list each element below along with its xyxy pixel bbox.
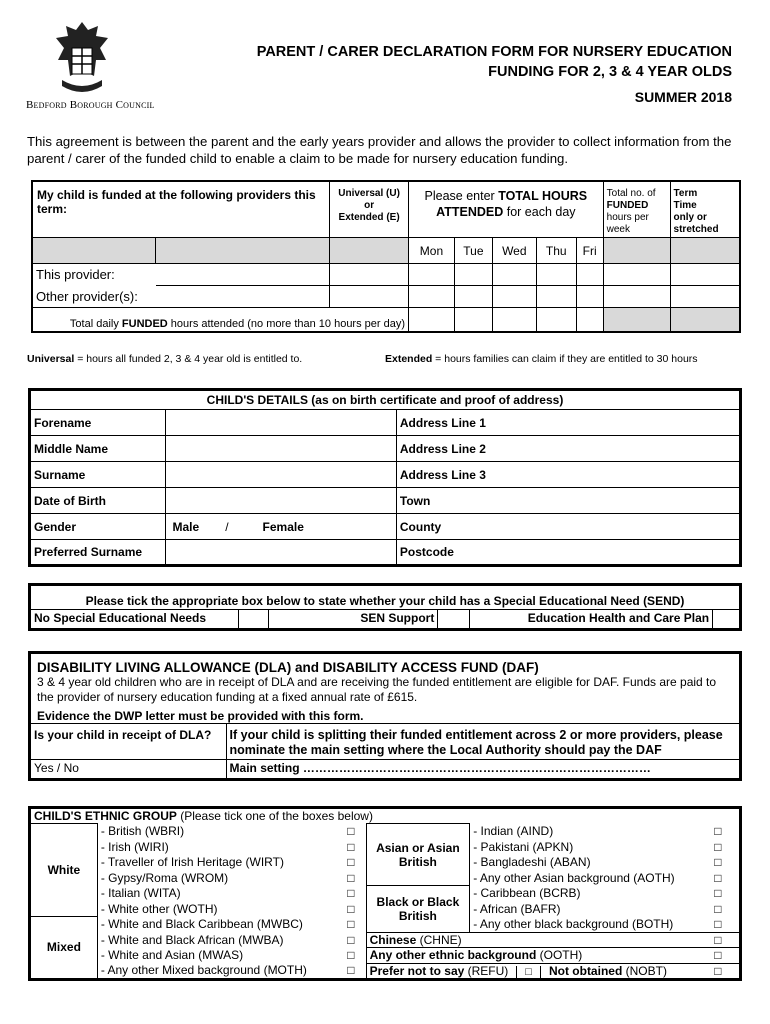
send-table [28,583,742,631]
ethnic-option-label: - Irish (WIRI) [97,839,336,855]
postcode-label: Postcode [396,540,496,566]
preferred-surname-input[interactable] [165,540,396,566]
no-sen-checkbox[interactable] [239,610,269,630]
ethnic-heading: CHILD'S ETHNIC GROUP (Please tick one of the boxes below) [30,808,741,824]
ehcp-label: Education Health and Care Plan [470,610,713,630]
day-fri: Fri [576,238,603,264]
dla-yes-no[interactable]: Yes / No [30,760,227,780]
middle-name-input[interactable] [165,436,396,462]
ethnic-checkbox[interactable]: □ [697,963,741,979]
ethnic-group-table: CHILD'S ETHNIC GROUP (Please tick one of the boxes below) White - British (WBRI) □ - Indian (AIND) □ - Irish (WIRI) □ Asian or Asian British - Pakistani (APKN) □ - Traveller of Irish Heritage (WIRT) □ - Bangladeshi (ABAN) □ - Gypsy/Roma (WROM) □ - Any other Asian background (AOTH) □ - Italian (WITA) □ Black or Black British - Caribbean (BCRB) □ - White other (WOTH) □ - African (BAFR) □ Mixed - White and Black Caribbean (MWBC) □ - Any other black background (BOTH) □ - White and Black African (MWBA) □ Chinese (CHNE) □ - White and Asian (MWAS) □ Any other ethnic background (OOTH) □ - Any other Mixed background (MOTH) □ Prefer not to say (REFU) □ Not obtained (NOBT) □ [28,806,742,981]
other-providers-label: Other provider(s): [32,286,156,308]
black-group-label: Black or Black British [366,886,470,933]
prefer-not-label: Prefer not to say [369,963,465,978]
ethnic-checkbox[interactable]: □ [336,855,366,871]
ethnic-option-label: - Any other Asian background (AOTH) [470,870,697,886]
ethnic-option-label: - Any other Mixed background (MOTH) [97,963,336,979]
ethnic-option-label: - Any other black background (BOTH) [470,917,697,933]
ethnic-option-label: - Italian (WITA) [97,886,336,902]
ethnic-checkbox[interactable]: □ [697,917,741,933]
main-setting-field[interactable]: Main setting …………………………………………………………………………… [226,760,740,780]
middle-name-label: Middle Name [30,436,166,462]
sen-support-checkbox[interactable] [438,610,470,630]
gender-options[interactable]: Male / Female [165,514,396,540]
ethnic-checkbox[interactable]: □ [336,839,366,855]
forename-input[interactable] [165,410,396,436]
ethnic-checkbox[interactable]: □ [336,824,366,840]
town-label: Town [396,488,496,514]
ehcp-checkbox[interactable] [713,610,741,630]
ethnic-option-label: - White other (WOTH) [97,901,336,917]
ethnic-checkbox[interactable]: □ [336,963,366,979]
white-group-label: White [30,824,98,917]
forename-label: Forename [30,410,166,436]
no-sen-label: No Special Educational Needs [30,610,239,630]
ethnic-option-label: - Indian (AIND) [470,824,697,840]
ethnic-option-label: - Bangladeshi (ABAN) [470,855,697,871]
funded-providers-label: My child is funded at the following providers this term: [32,181,330,238]
day-thu: Thu [536,238,576,264]
surname-label: Surname [30,462,166,488]
ethnic-checkbox[interactable]: □ [697,839,741,855]
ethnic-option-label: - White and Black African (MWBA) [97,932,336,948]
asian-group-label: Asian or Asian British [366,839,470,870]
day-tue: Tue [454,238,492,264]
ethnic-checkbox[interactable]: □ [336,917,366,933]
ethnic-checkbox[interactable]: □ [697,901,741,917]
child-details-table [28,388,742,567]
dob-label: Date of Birth [30,488,166,514]
total-hours-header: Please enter TOTAL HOURS ATTENDED for each day [409,181,604,238]
postcode-input[interactable] [496,540,740,566]
ethnic-checkbox[interactable]: □ [697,948,741,964]
this-provider-row[interactable]: This provider: [32,264,330,286]
gender-label: Gender [30,514,166,540]
ethnic-option-label: - Gypsy/Roma (WROM) [97,870,336,886]
ethnic-option-label: - British (WBRI) [97,824,336,840]
ethnic-checkbox[interactable]: □ [336,901,366,917]
universal-note: Universal = hours all funded 2, 3 & 4 year old is entitled to. [27,353,303,365]
term-time-header: Term Time only or stretched [670,181,740,238]
council-crest-logo [52,20,112,98]
ethnic-option-label: - White and Asian (MWAS) [97,948,336,964]
county-input[interactable] [496,514,740,540]
ethnic-checkbox[interactable]: □ [697,855,741,871]
ethnic-checkbox[interactable]: □ [697,870,741,886]
address3-label: Address Line 3 [396,462,496,488]
intro-paragraph: This agreement is between the parent and the early years provider and allows the provider to collect information from the parent / carer of the funded child to enable a claim to be made for nursery education funding. [27,134,732,166]
surname-input[interactable] [165,462,396,488]
providers-table [31,180,741,333]
dla-split-question: If your child is splitting their funded entitlement across 2 or more providers, please nominate the main setting where the Local Authority should pay the DAF [226,724,740,760]
child-details-heading: CHILD'S DETAILS (as on birth certificate and proof of address) [30,390,741,410]
dla-table [28,651,742,781]
ethnic-checkbox[interactable]: □ [697,824,741,840]
address2-label: Address Line 2 [396,436,496,462]
ethnic-checkbox[interactable]: □ [336,870,366,886]
chinese-label: Chinese [369,932,417,947]
other-ethnic-label: Any other ethnic background [369,948,537,963]
dla-intro: DISABILITY LIVING ALLOWANCE (DLA) and DISABILITY ACCESS FUND (DAF) 3 & 4 year old children who are in receipt of DLA and are receiving the funded entitlement are eligible for DAF. Funds are paid to the provider of nursery education funding at a fixed annual rate of £615. Evidence the DWP letter must be provided with this form. [30,653,741,724]
prefer-not-checkbox[interactable]: □ [516,966,541,978]
ethnic-option-label: - Caribbean (BCRB) [470,886,697,902]
mixed-group-label: Mixed [30,917,98,980]
dob-input[interactable] [165,488,396,514]
not-obtained-label: Not obtained [548,963,623,978]
other-providers-input[interactable] [156,286,330,308]
town-input[interactable] [496,488,740,514]
address1-label: Address Line 1 [396,410,496,436]
funded-hours-header: Total no. of FUNDED hours per week [603,181,670,238]
extended-note: Extended = hours families can claim if they are entitled to 30 hours [385,353,698,365]
ethnic-option-label: - African (BAFR) [470,901,697,917]
total-daily-hours-label: Total daily FUNDED hours attended (no more than 10 hours per day) [32,308,409,332]
form-title: PARENT / CARER DECLARATION FORM FOR NURSERY EDUCATION FUNDING FOR 2, 3 & 4 YEAR OLDS [256,44,732,80]
ethnic-checkbox[interactable]: □ [697,932,741,948]
ethnic-checkbox[interactable]: □ [336,886,366,902]
ethnic-option-label: - White and Black Caribbean (MWBC) [97,917,336,933]
address2-input[interactable] [496,436,740,462]
address3-input[interactable] [496,462,740,488]
dla-receipt-question: Is your child in receipt of DLA? [30,724,227,760]
preferred-surname-label: Preferred Surname [30,540,166,566]
send-heading: Please tick the appropriate box below to state whether your child has a Special Educational Need (SEND) [30,585,741,610]
ethnic-checkbox[interactable]: □ [697,886,741,902]
council-name: Bedford Borough Council [26,99,155,111]
ethnic-checkbox[interactable]: □ [336,932,366,948]
ethnic-checkbox[interactable]: □ [336,948,366,964]
ethnic-option-label: - Traveller of Irish Heritage (WIRT) [97,855,336,871]
ethnic-option-label: - Pakistani (APKN) [470,839,697,855]
universal-extended-header: Universal (U) or Extended (E) [330,181,409,238]
address1-input[interactable] [496,410,740,436]
form-season: SUMMER 2018 [634,89,732,105]
county-label: County [396,514,496,540]
day-mon: Mon [409,238,455,264]
sen-support-label: SEN Support [269,610,438,630]
day-wed: Wed [492,238,536,264]
